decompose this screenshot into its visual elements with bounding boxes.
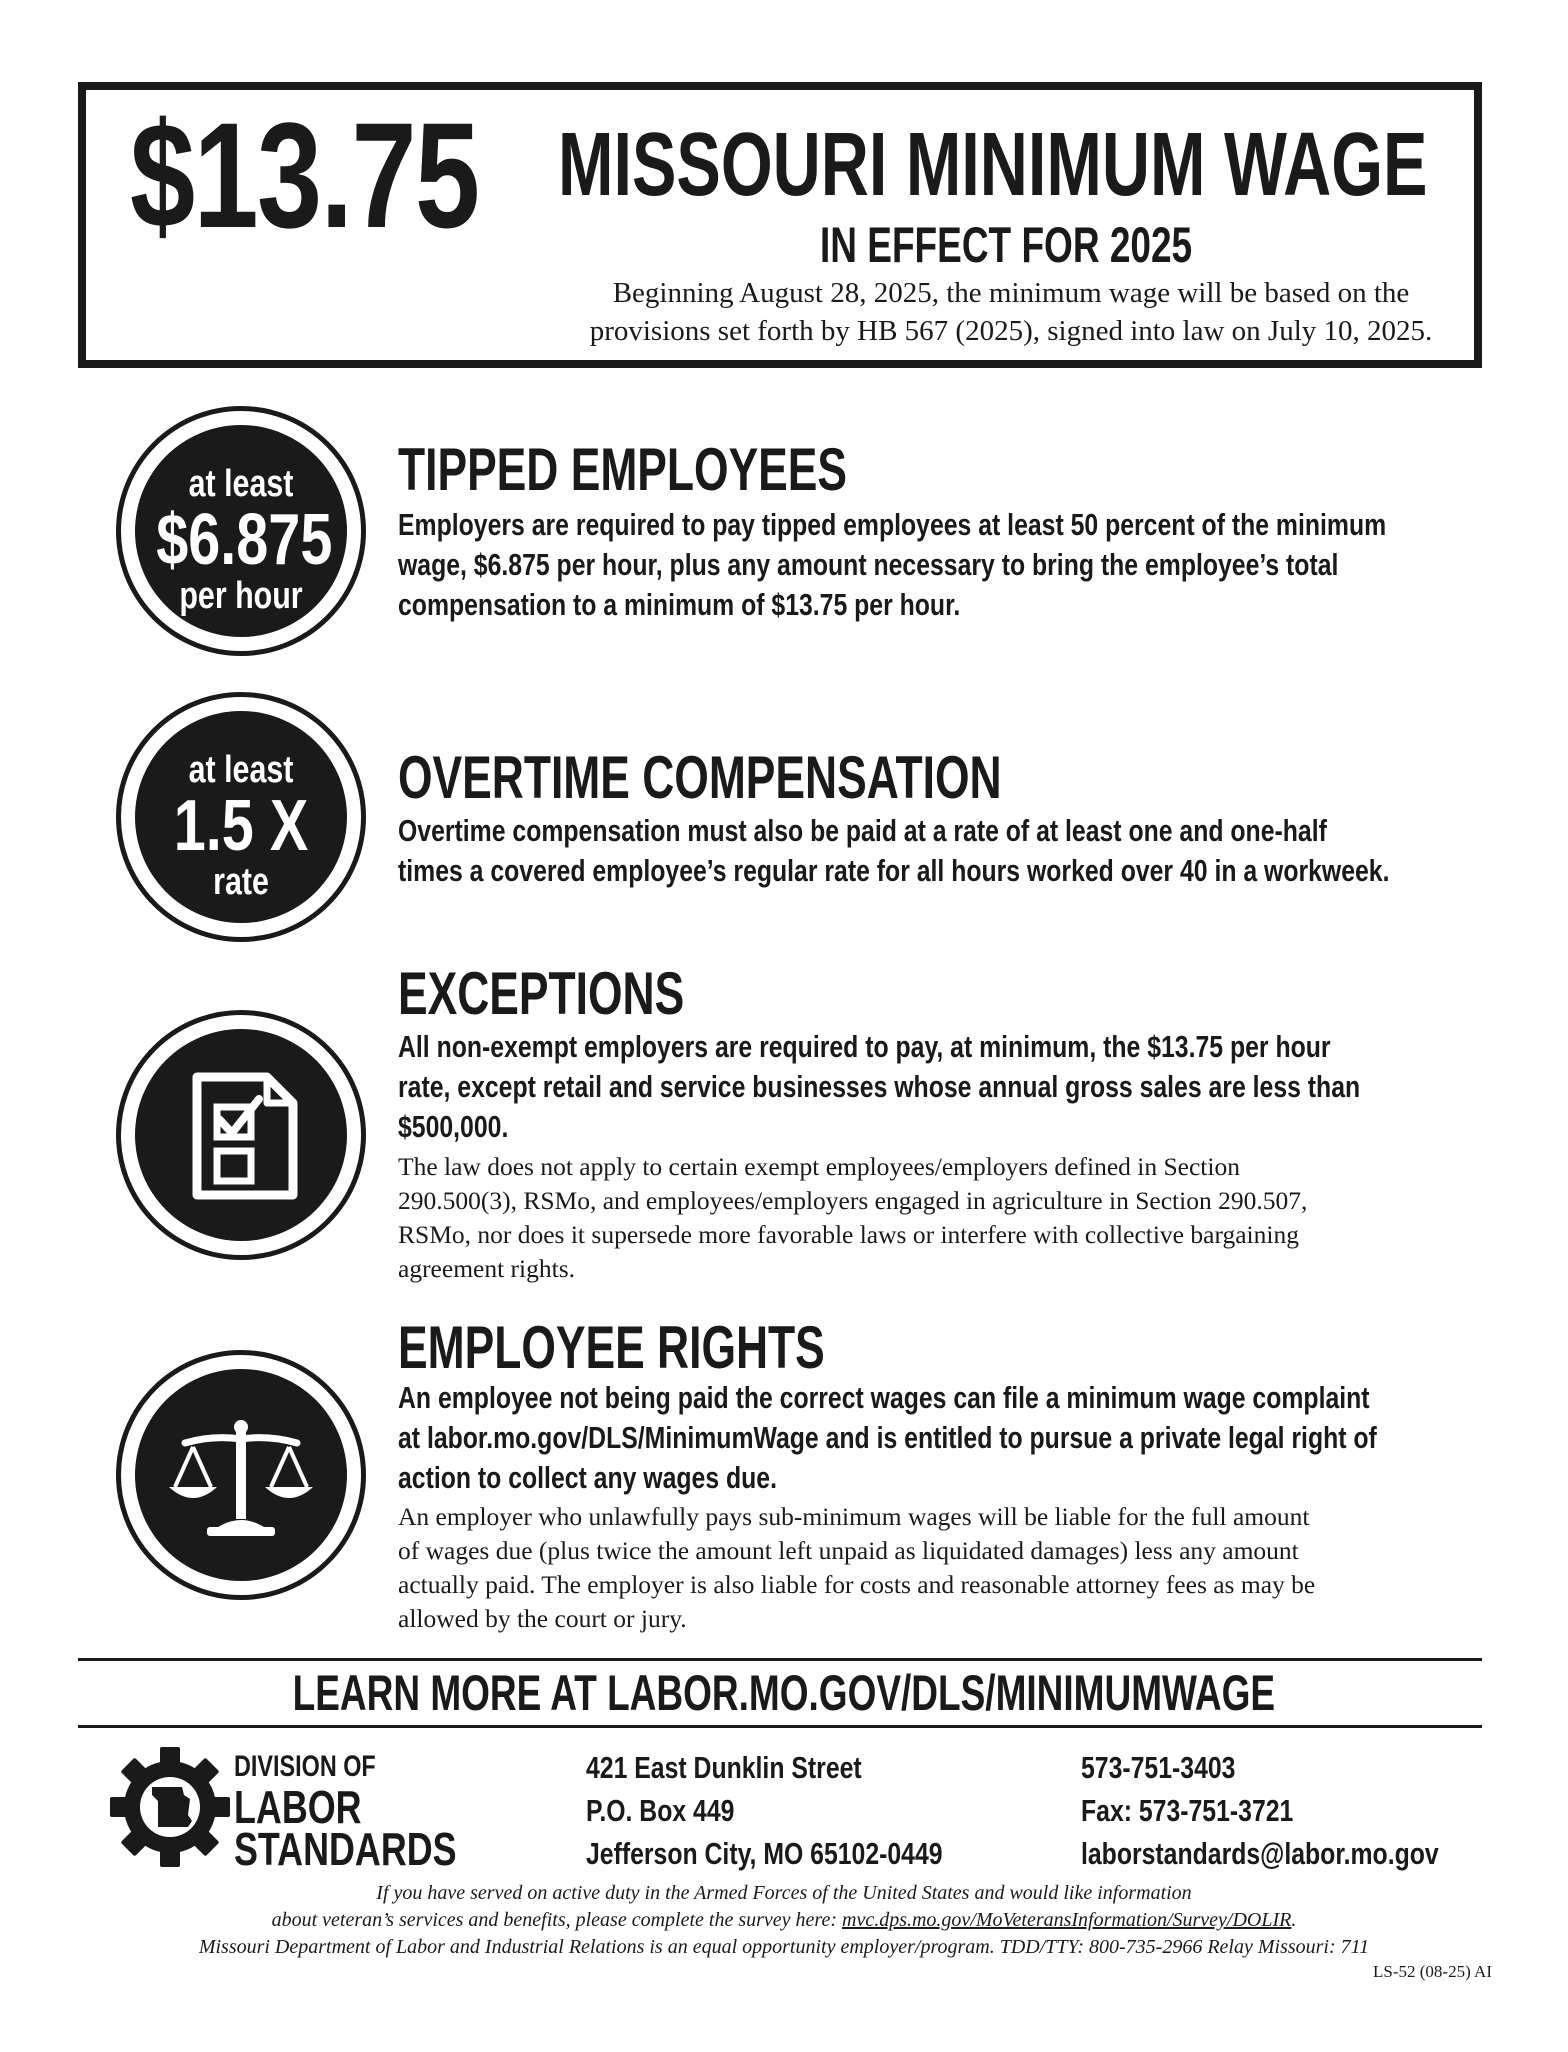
- exceptions-body-text: [398, 1150, 1408, 1286]
- badge-label-top: at least: [188, 463, 294, 505]
- header-note: [546, 274, 1476, 350]
- badge-value: 1.5 X: [173, 786, 309, 866]
- badge-value: $6.875: [156, 500, 333, 580]
- divider: [78, 1725, 1482, 1728]
- overtime-rate-badge: [116, 692, 366, 942]
- page-subtitle: IN EFFECT FOR 2025: [820, 217, 1193, 273]
- text-line: at labor.mo.gov/DLS/MinimumWage and is entitled to pursue a private legal right of: [398, 1420, 1377, 1455]
- logo-line-standards: STANDARDS: [234, 1823, 457, 1875]
- employee-rights-badge: [116, 1350, 366, 1600]
- learn-more-banner: [0, 1665, 1568, 1721]
- address-street: 421 East Dunklin Street: [586, 1750, 862, 1785]
- checklist-document-icon: [135, 1029, 347, 1241]
- logo-line-division: DIVISION OF: [234, 1750, 376, 1783]
- footnote-text: .: [1291, 1909, 1297, 1931]
- text-line: of wages due (plus twice the amount left unpaid as liquidated damages) less any amount: [398, 1536, 1299, 1565]
- badge-label-top: at least: [188, 749, 294, 791]
- text-line: rate, except retail and service businesses whose annual gross sales are less than: [398, 1069, 1361, 1104]
- exceptions-badge: [116, 1010, 366, 1260]
- tipped-text: [398, 505, 1386, 625]
- text-line: action to collect any wages due.: [398, 1460, 777, 1495]
- header-note-line: Beginning August 28, 2025, the minimum wage will be based on the: [612, 277, 1410, 309]
- text-line: wage, $6.875 per hour, plus any amount necessary to bring the employee’s total: [398, 547, 1339, 582]
- rights-bold-text: [398, 1378, 1377, 1498]
- minimum-wage-amount: $13.75: [130, 91, 479, 259]
- header-note-line: provisions set forth by HB 567 (2025), signed into law on July 10, 2025.: [589, 315, 1433, 347]
- exceptions-bold-text: [398, 1027, 1360, 1147]
- text-line: times a covered employee’s regular rate for all hours worked over 40 in a workweek.: [398, 853, 1390, 888]
- section-title-tipped: TIPPED EMPLOYEES: [398, 436, 848, 503]
- address-po-box: P.O. Box 449: [586, 1793, 735, 1828]
- text-line: All non-exempt employers are required to pay, at minimum, the $13.75 per hour: [398, 1029, 1331, 1064]
- logo-line-labor: LABOR: [234, 1781, 362, 1833]
- section-title-rights: EMPLOYEE RIGHTS: [398, 1314, 825, 1381]
- rights-body-text: [398, 1500, 1408, 1636]
- section-title-exceptions: EXCEPTIONS: [398, 960, 685, 1027]
- section-title-overtime: OVERTIME COMPENSATION: [398, 744, 1002, 811]
- text-line: 290.500(3), RSMo, and employees/employers engaged in agriculture in Section 290.507,: [398, 1186, 1308, 1215]
- header-box: [78, 82, 1482, 368]
- badge-label-bottom: rate: [213, 861, 269, 903]
- contact-email[interactable]: laborstandards@labor.mo.gov: [1081, 1836, 1439, 1871]
- overtime-text: [398, 811, 1390, 891]
- text-line: agreement rights.: [398, 1254, 576, 1283]
- footnote: [0, 1880, 1568, 1961]
- text-line: Employers are required to pay tipped employees at least 50 percent of the minimum: [398, 507, 1387, 542]
- text-line: $500,000.: [398, 1109, 509, 1144]
- text-line: compensation to a minimum of $13.75 per hour.: [398, 587, 961, 622]
- scales-of-justice-icon: [135, 1369, 347, 1581]
- text-line: An employee not being paid the correct wages can file a minimum wage complaint: [398, 1380, 1370, 1415]
- form-code: LS-52 (08-25) AI: [1373, 1962, 1492, 1981]
- address-city: Jefferson City, MO 65102-0449: [586, 1836, 943, 1871]
- page-title: MISSOURI MINIMUM WAGE: [558, 115, 1428, 215]
- gear-missouri-icon: [108, 1745, 232, 1869]
- text-line: RSMo, nor does it supersede more favorable laws or interfere with collective bargaining: [398, 1220, 1299, 1249]
- badge-label-bottom: per hour: [179, 575, 303, 617]
- learn-more-text: LEARN MORE AT LABOR.MO.GOV/DLS/MINIMUMWAGE: [292, 1665, 1276, 1721]
- footnote-line: [0, 1907, 1568, 1934]
- footnote-line: If you have served on active duty in the Armed Forces of the United States and would like information: [376, 1882, 1192, 1904]
- text-line: actually paid. The employer is also liable for costs and reasonable attorney fees as may be: [398, 1570, 1316, 1599]
- veterans-survey-link[interactable]: mvc.dps.mo.gov/MoVeteransInformation/Survey/DOLIR: [842, 1909, 1292, 1931]
- divider: [78, 1658, 1482, 1661]
- text-line: Overtime compensation must also be paid at a rate of at least one and one-half: [398, 813, 1327, 848]
- footnote-line: Missouri Department of Labor and Industrial Relations is an equal opportunity employer/program. TDD/TTY: 800-735-2966 Relay Missouri: 711: [198, 1936, 1370, 1958]
- contact-fax: Fax: 573-751-3721: [1081, 1793, 1294, 1828]
- footnote-text: about veteran’s services and benefits, please complete the survey here:: [271, 1909, 842, 1931]
- text-line: The law does not apply to certain exempt employees/employers defined in Section: [398, 1152, 1240, 1181]
- contact-phone[interactable]: 573-751-3403: [1081, 1750, 1236, 1785]
- text-line: An employer who unlawfully pays sub-minimum wages will be liable for the full amount: [398, 1502, 1310, 1531]
- tipped-wage-badge: [116, 406, 366, 656]
- text-line: allowed by the court or jury.: [398, 1604, 687, 1633]
